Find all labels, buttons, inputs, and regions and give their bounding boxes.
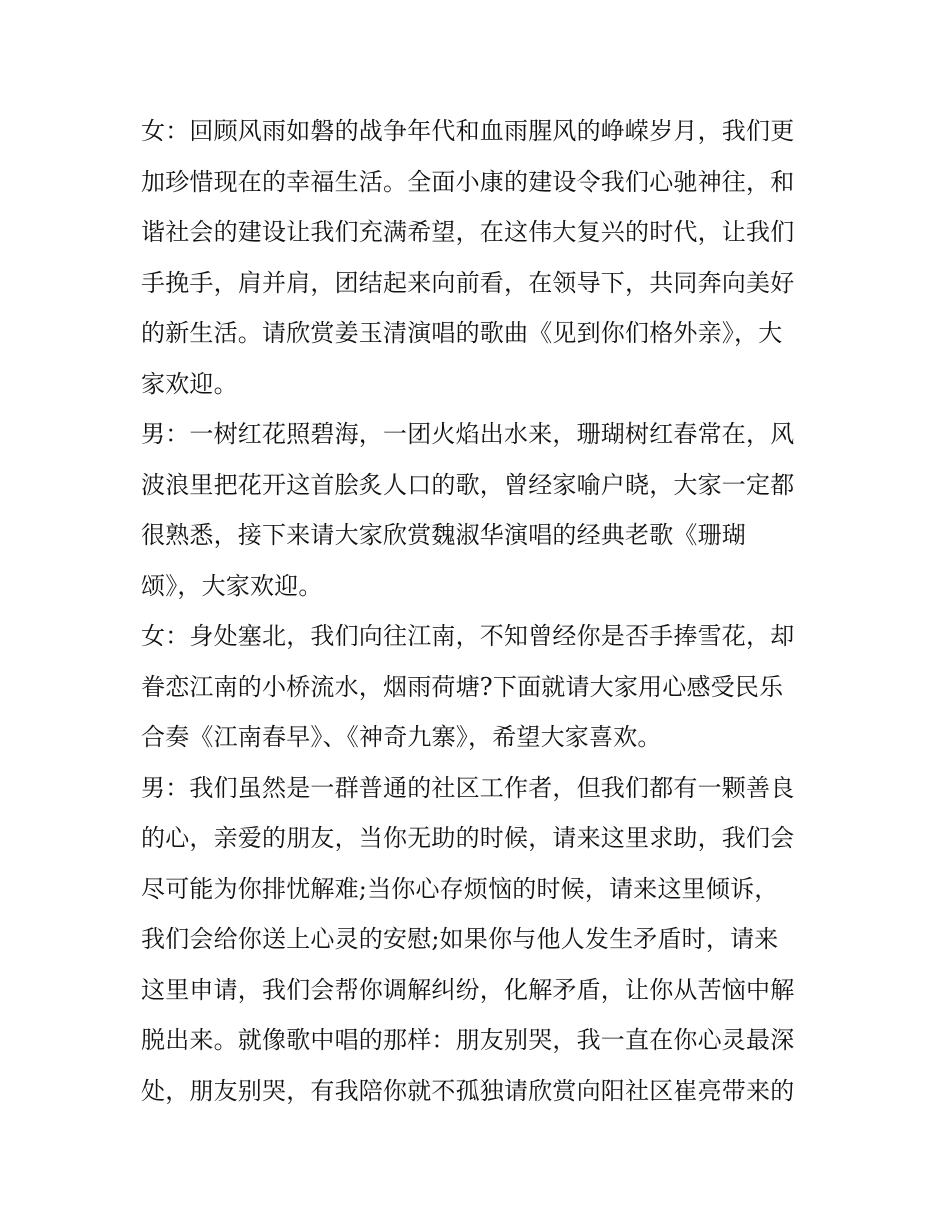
text-line: 手挽手，肩并肩，团结起来向前看，在领导下，共同奔向美好 [141, 268, 795, 297]
text-line: 很熟悉，接下来请大家欣赏魏淑华演唱的经典老歌《珊瑚 [141, 521, 746, 549]
text-line: 眷恋江南的小桥流水，烟雨荷塘?下面就请大家用心感受民乐 [141, 672, 784, 701]
text-line: 合奏《江南春早》、《神奇九寨》，希望大家喜欢。 [141, 723, 662, 751]
text-line: 尽可能为你排忧解难;当你心存烦恼的时候，请来这里倾诉， [141, 874, 779, 903]
text-line: 加珍惜现在的幸福生活。全面小康的建设令我们心驰神往，和 [141, 167, 795, 196]
text-line: 家欢迎。 [141, 369, 238, 398]
text-line: 女：身处塞北，我们向往江南，不知曾经你是否手捧雪花，却 [141, 622, 795, 650]
text-line: 处，朋友别哭，有我陪你就不孤独请欣赏向阳社区崔亮带来的 [141, 1076, 795, 1105]
text-line: 我们会给你送上心灵的安慰;如果你与他人发生矛盾时，请来 [141, 925, 779, 953]
text-line: 波浪里把花开这首脍炙人口的歌，曾经家喻户晓，大家一定都 [141, 470, 795, 499]
text-line: 的心，亲爱的朋友，当你无助的时候，请来这里求助，我们会 [141, 824, 795, 852]
text-line: 女：回顾风雨如磐的战争年代和血雨腥风的峥嵘岁月，我们更 [141, 117, 795, 145]
script-text [141, 106, 821, 1116]
text-line: 的新生活。请欣赏姜玉清演唱的歌曲《见到你们格外亲》，大 [141, 319, 783, 347]
text-line: 这里申请，我们会帮你调解纠纷，化解矛盾，让你从苦恼中解 [141, 975, 795, 1004]
text-line: 男：一树红花照碧海，一团火焰出水来，珊瑚树红春常在，风 [141, 420, 795, 448]
text-line: 男：我们虽然是一群普通的社区工作者，但我们都有一颗善良 [141, 773, 795, 802]
text-line: 脱出来。就像歌中唱的那样：朋友别哭，我一直在你心灵最深 [141, 1026, 795, 1054]
text-line: 颂》，大家欢迎。 [141, 571, 323, 600]
text-line: 谐社会的建设让我们充满希望，在这伟大复兴的时代，让我们 [141, 218, 795, 246]
